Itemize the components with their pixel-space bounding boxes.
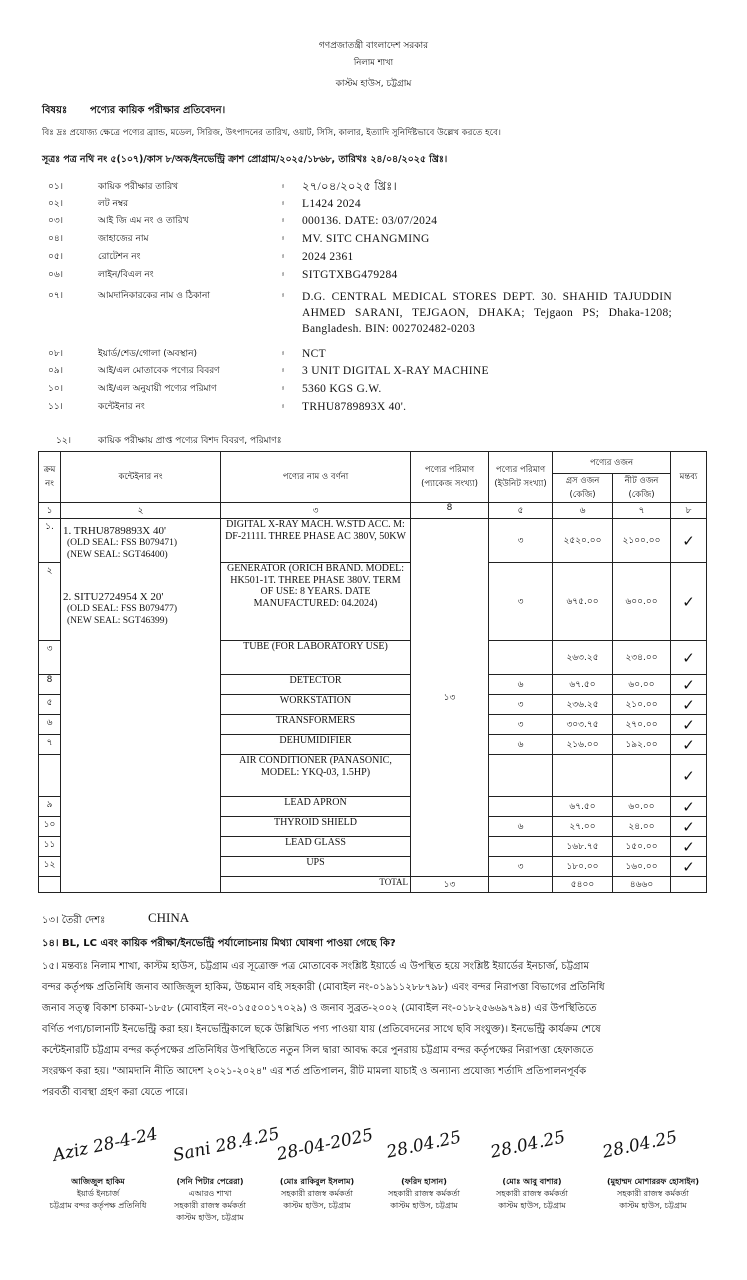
field-colon: ፡ (282, 384, 285, 394)
total-remark-empty (671, 877, 707, 893)
handwritten-signature: 28-04-2025 (274, 1125, 376, 1165)
column-number-row (39, 503, 707, 519)
signatory (158, 1176, 262, 1224)
signatory-name: (মোঃ রাকিবুল ইসলাম) (279, 1177, 355, 1186)
column-number: ৩ (221, 503, 411, 519)
field-value: SITGTXBG479284 (302, 269, 398, 281)
signatory-office2: কাস্টম হাউস, চট্টগ্রাম (176, 1213, 244, 1222)
row-description: UPS (221, 857, 411, 877)
th-unit-qty: পণ্যের পরিমাণ (ইউনিট সংখ্যা) (489, 452, 553, 503)
subject-label: বিষয়ঃ (42, 105, 68, 116)
field-colon: ፡ (282, 199, 285, 209)
remarks-paragraph (42, 956, 710, 1103)
signatory-office: কাস্টম হাউস, চট্টগ্রাম (390, 1201, 458, 1210)
th-weight: পণ্যের ওজন (553, 452, 671, 474)
field-colon: ፡ (282, 291, 285, 301)
row-unit: ৩ (489, 519, 553, 563)
table-row (39, 519, 707, 563)
instruction-note: বিঃ দ্রঃ প্রযোজ্য ক্ষেত্রে পণ্যের ব্র্যান্ড, মডেল, সিরিজ, উৎপাদনের তারিখ, ওয়াট, সিসি, কালার, ইত্যাদি সুনির্দিষ্টভাবে উল্লেখ করতে হবে। (42, 128, 501, 138)
origin-label: ১৩। তৈরী দেশঃ (42, 915, 106, 926)
field-value: D.G. CENTRAL MEDICAL STORES DEPT. 30. SHAHID TAJUDDIN AHMED SARANI, TEJGAON, DHAKA; Tejgaon PS; Dhaka-1208; Bangladesh. BIN: 002702482-0203 (302, 291, 672, 335)
field-label: আই জি এম নং ও তারিখ (98, 216, 189, 226)
row-serial: ৩ (39, 641, 61, 675)
row-net-weight: ২৭০.০০ (613, 715, 671, 735)
row-gross-weight: ২৩৬.২৫ (553, 695, 613, 715)
row-unit: ৩ (489, 715, 553, 735)
signatory-name: (ফরিদ হাসান) (401, 1177, 447, 1186)
row-net-weight: ২৩৪.০০ (613, 641, 671, 675)
th-remark: মন্তব্য (671, 452, 707, 503)
container-line: (NEW SEAL: SGT46400) (67, 550, 168, 560)
remarks-line: পরবর্তী ব্যবস্থা গ্রহণ করা যেতে পারে। (42, 1087, 188, 1098)
row-serial: ২ (39, 563, 61, 641)
row-net-weight: ৬০.০০ (613, 675, 671, 695)
total-unit-empty (489, 877, 553, 893)
field-value: 2024 2361 (302, 251, 354, 263)
row-serial (39, 755, 61, 797)
remarks-line: বন্দর কর্তৃপক্ষ প্রতিনিধি জনাব আজিজুল হাকিম, উচ্চমান বহি সহকারী (মোবাইল নং-০১৯১১২৮৮৭৯৮) এবং বন্দর নিরাপত্তা বিভাগের প্রতিনিধি (42, 982, 605, 993)
handwritten-signature: Sani 28.4.25 (171, 1123, 282, 1167)
row-check-mark: ✓ (671, 797, 707, 817)
field-colon: ፡ (282, 182, 285, 192)
field-value: L1424 2024 (302, 198, 361, 210)
row-net-weight: ২১০০.০০ (613, 519, 671, 563)
total-label: TOTAL (221, 877, 411, 893)
field-number: ০৩। (48, 216, 63, 226)
total-gross: ৫৪০০ (553, 877, 613, 893)
th-container: কন্টেইনার নং (61, 452, 221, 503)
field-label: লাইন/বিএল নং (98, 270, 154, 280)
column-number: 8 (411, 503, 489, 519)
row-description: WORKSTATION (221, 695, 411, 715)
signatory-name: (মুহাম্মদ মোশাররফ হোসাইন) (606, 1177, 699, 1186)
field-label: আমদানিকারকের নাম ও ঠিকানা (98, 291, 210, 301)
field-value: 000136. DATE: 03/07/2024 (302, 215, 438, 227)
row-check-mark: ✓ (671, 715, 707, 735)
row-unit (489, 837, 553, 857)
field-value: 3 UNIT DIGITAL X-RAY MACHINE (302, 365, 489, 377)
row-gross-weight: ৩০৩.৭৫ (553, 715, 613, 735)
remarks-line: বর্ণিত পণ্য/চালানটি ইনভেন্ট্রি করা হয়। ইনভেন্ট্রিকালে ছকে উল্লিখিত পণ্য পাওয়া যায় (প্রতিবেদনের সাথে ছবি সংযুক্ত)। ইনভেন্ট্রি কার্যক্রম শেষে (42, 1024, 601, 1035)
handwritten-signature: 28.04.25 (600, 1127, 679, 1163)
signatory-title: সহকারী রাজস্ব কর্মকর্তা (496, 1189, 568, 1198)
row-description: DIGITAL X-RAY MACH. W.STD ACC. M: DF-2111I. THREE PHASE AC 380V, 50KW (221, 519, 411, 563)
signatory-title: এআরও শাখা (188, 1189, 232, 1198)
row-unit: ৬ (489, 735, 553, 755)
field-value: 5360 KGS G.W. (302, 383, 382, 395)
th-package-qty: পণ্যের পরিমাণ (প্যাকেজ সংখ্যা) (411, 452, 489, 503)
field-label: জাহাজের নাম (98, 234, 149, 244)
row-check-mark: ✓ (671, 755, 707, 797)
row-serial: ৯ (39, 797, 61, 817)
field-label: আই/এল মোতাবেক পণ্যের বিবরণ (98, 366, 220, 376)
origin-value: CHINA (148, 910, 190, 925)
row-gross-weight: ১৮০.০০ (553, 857, 613, 877)
goods-table (38, 451, 707, 893)
field-colon: ፡ (282, 216, 285, 226)
column-number: ৭ (613, 503, 671, 519)
remarks-line: সংরক্ষণ করা হয়। "আমদানি নীতি আদেশ ২০২১-২০২৪" এর শর্ত প্রতিপালন, রীট মামলা যাচাই ও অন্যান্য প্রযোজ্য শর্তাদি প্রতিপালনপূর্বক (42, 1066, 587, 1077)
package-cell (411, 519, 489, 877)
row-check-mark: ✓ (671, 641, 707, 675)
field-value: TRHU8789893X 40'. (302, 401, 407, 413)
row-check-mark: ✓ (671, 837, 707, 857)
signatory-name: আজিজুল হাকিম (71, 1177, 125, 1186)
row-description: TRANSFORMERS (221, 715, 411, 735)
header-office: কাস্টম হাউস, চট্টগ্রাম (335, 79, 412, 89)
column-number: ৫ (489, 503, 553, 519)
row-serial: 8 (39, 675, 61, 695)
row-gross-weight: ১৬৮.৭৫ (553, 837, 613, 857)
field-label: কন্টেইনার নং (98, 402, 145, 412)
field-colon: ፡ (282, 234, 285, 244)
row-net-weight: ১৯২.০০ (613, 735, 671, 755)
row-serial: ১. (39, 519, 61, 563)
field-number: ০১। (48, 182, 63, 192)
total-empty (39, 877, 61, 893)
field-label: লট নম্বর (98, 199, 129, 209)
field-label: ইয়ার্ড/শেড/গোলা (অবস্থান) (98, 349, 197, 359)
signatory (38, 1176, 158, 1212)
row-serial: ৬ (39, 715, 61, 735)
row-net-weight: ১৬০.০০ (613, 857, 671, 877)
field-number: ০৬। (48, 270, 63, 280)
th-gross: গ্রস ওজন (কেজি) (553, 474, 613, 503)
signatory-title: ইয়ার্ড ইনচার্জ (76, 1189, 120, 1198)
row-check-mark: ✓ (671, 817, 707, 837)
th-serial: ক্রম নং (39, 452, 61, 503)
reference-line: সূত্রঃ পত্র নথি নং ৫(১০৭)/কাস ৮/অক/ইনভেন্ট্রি ক্রাশ প্রোগ্রাম/২০২৫/১৮৬৮, তারিখঃ ২৪/০৪/২০২৫ খ্রিঃ। (42, 154, 448, 165)
column-number: ১ (39, 503, 61, 519)
field-number: ০৫। (48, 252, 63, 262)
row-gross-weight: ৬৭.৫০ (553, 675, 613, 695)
row-description: LEAD APRON (221, 797, 411, 817)
row-net-weight (613, 755, 671, 797)
handwritten-signature: Aziz 28-4-24 (51, 1124, 160, 1166)
container-line: 1. TRHU8789893X 40' (63, 525, 166, 537)
signatory-title: সহকারী রাজস্ব কর্মকর্তা (281, 1189, 353, 1198)
container-line: (OLD SEAL: FSS B079477) (67, 604, 178, 614)
remarks-line: ১৫। মন্তব্যঃ নিলাম শাখা, কাস্টম হাউস, চট্টগ্রাম এর সূত্রোক্ত পত্র মোতাবেক সংশ্লিষ্ট ইয়ার্ডে এ উপস্থিত হয়ে সংশ্লিষ্ট ইয়ার্ডের ইনচার্জ, চট্টগ্রাম (42, 961, 590, 972)
row-check-mark: ✓ (671, 695, 707, 715)
row-serial: ১০ (39, 817, 61, 837)
container-cell (61, 519, 221, 893)
signatory-title: সহকারী রাজস্ব কর্মকর্তা (388, 1189, 460, 1198)
row-net-weight: ২৪.০০ (613, 817, 671, 837)
container-entry (63, 591, 218, 627)
package-count: ১৩ (443, 693, 456, 703)
field-number: ০৭। (48, 291, 63, 301)
row-net-weight: ৬০০.০০ (613, 563, 671, 641)
item14-question: ১৪। BL, LC এবং কায়িক পরীক্ষা/ইনভেন্ট্রি পর্যালোচনায় মিথ্যা ঘোষণা পাওয়া গেছে কি? (42, 938, 396, 949)
row-gross-weight (553, 755, 613, 797)
handwritten-signature: 28.04.25 (488, 1127, 567, 1163)
field-colon: ፡ (282, 402, 285, 412)
total-package: ১৩ (411, 877, 489, 893)
row-unit: ৬ (489, 817, 553, 837)
row-description: DETECTOR (221, 675, 411, 695)
signatory-name: (সনি পিটার পেরেরা) (176, 1177, 244, 1186)
subject-text: পণ্যের কায়িক পরীক্ষার প্রতিবেদন। (90, 105, 226, 116)
field-number: ১০। (48, 384, 63, 394)
row-description: AIR CONDITIONER (PANASONIC, MODEL: YKQ-03, 1.5HP) (221, 755, 411, 797)
column-number: ৮ (671, 503, 707, 519)
field-number: ০৮। (48, 349, 63, 359)
total-net: ৪৬৬০ (613, 877, 671, 893)
row-check-mark: ✓ (671, 675, 707, 695)
field-colon: ፡ (282, 366, 285, 376)
row-description: THYROID SHIELD (221, 817, 411, 837)
row-net-weight: ২১০.০০ (613, 695, 671, 715)
signatory-title: সহকারী রাজস্ব কর্মকর্তা (617, 1189, 689, 1198)
container-line: 2. SITU2724954 X 20' (63, 591, 164, 603)
row-unit: ৩ (489, 695, 553, 715)
row-unit (489, 797, 553, 817)
field-number: ০৪। (48, 234, 63, 244)
field-number: ১১। (48, 402, 63, 412)
signatory-office: কাস্টম হাউস, চট্টগ্রাম (619, 1201, 687, 1210)
row-description: GENERATOR (ORICH BRAND. MODEL: HK501-1T. THREE PHASE 380V. TERM OF USE: 8 YEARS. DATE MANUFACTURED: 04.2024) (221, 563, 411, 641)
row-check-mark: ✓ (671, 519, 707, 563)
row-gross-weight: ৬৭.৫০ (553, 797, 613, 817)
row-unit: ৬ (489, 675, 553, 695)
row-description: DEHUMIDIFIER (221, 735, 411, 755)
column-number: ৬ (553, 503, 613, 519)
row-check-mark: ✓ (671, 563, 707, 641)
field-number: ০৯। (48, 366, 63, 376)
signatory-office: কাস্টম হাউস, চট্টগ্রাম (498, 1201, 566, 1210)
field-colon: ፡ (282, 349, 285, 359)
row-net-weight: ৬০.০০ (613, 797, 671, 817)
header-govt: গণপ্রজাতন্ত্রী বাংলাদেশ সরকার (318, 41, 429, 51)
row-serial: ৫ (39, 695, 61, 715)
row-description: TUBE (FOR LABORATORY USE) (221, 641, 411, 675)
item12-label: কায়িক পরীক্ষায় প্রাপ্ত পণ্যের বিশদ বিবরণ, পরিমাণঃ (98, 436, 282, 446)
field-label: রোটেশন নং (98, 252, 141, 262)
row-net-weight: ১৫০.০০ (613, 837, 671, 857)
row-serial: ১২ (39, 857, 61, 877)
field-label: আই/এল অনুযায়ী পণ্যের পরিমাণ (98, 384, 217, 394)
signatory (476, 1176, 588, 1212)
signatory-office: চট্টগ্রাম বন্দর কর্তৃপক্ষ প্রতিনিধি (49, 1201, 147, 1210)
field-colon: ፡ (282, 270, 285, 280)
row-check-mark: ✓ (671, 857, 707, 877)
remarks-line: জনাব সত্ত্ব বিকাশ চাকমা-১৮৫৮ (মোবাইল নং-০১৫৫০০১৭০২৯) ও জনাব সুব্রত-২০০২ (মোবাইল নং-০১৮২৫৬৬৯৭৯৪) এর উপস্থিতিতে (42, 1003, 597, 1014)
field-label: কায়িক পরীক্ষার তারিখ (98, 182, 179, 192)
container-line: (OLD SEAL: FSS B079471) (67, 538, 178, 548)
field-value: ২৭/০৪/২০২৫ খ্রিঃ। (302, 181, 398, 193)
handwritten-signature: 28.04.25 (384, 1127, 463, 1163)
field-number: ০২। (48, 199, 63, 209)
row-gross-weight: ৬৭৫.০০ (553, 563, 613, 641)
th-net: নীট ওজন (কেজি) (613, 474, 671, 503)
signatory-name: (মোঃ আবু বাশার) (502, 1177, 562, 1186)
row-unit: ৩ (489, 563, 553, 641)
row-serial: ৭ (39, 735, 61, 755)
row-serial: ১১ (39, 837, 61, 857)
column-number: ২ (61, 503, 221, 519)
row-description: LEAD GLASS (221, 837, 411, 857)
row-gross-weight: ২১৬.০০ (553, 735, 613, 755)
item12-no: ১২। (56, 436, 71, 446)
header-section: নিলাম শাখা (353, 58, 394, 68)
row-gross-weight: ২৫২০.০০ (553, 519, 613, 563)
signatory-office: কাস্টম হাউস, চট্টগ্রাম (283, 1201, 351, 1210)
field-value: NCT (302, 348, 326, 360)
row-gross-weight: ২৬৩.২৫ (553, 641, 613, 675)
row-check-mark: ✓ (671, 735, 707, 755)
row-unit: ৩ (489, 857, 553, 877)
field-colon: ፡ (282, 252, 285, 262)
container-line: (NEW SEAL: SGT46399) (67, 616, 168, 626)
signatory-office: সহকারী রাজস্ব কর্মকর্তা (174, 1201, 246, 1210)
row-gross-weight: ২৭.০০ (553, 817, 613, 837)
container-entry (63, 525, 218, 561)
remarks-line: কন্টেইনারটি চট্টগ্রাম বন্দর কর্তৃপক্ষের প্রতিনিধির উপস্থিতিতে নতুন সিল দ্বারা আবদ্ধ করে পুনরায় চট্টগ্রাম বন্দর কর্তৃপক্ষের নিরাপত্তা হেফাজতে (42, 1045, 594, 1056)
row-unit (489, 641, 553, 675)
signatory (372, 1176, 476, 1212)
field-value: MV. SITC CHANGMING (302, 233, 430, 245)
th-description: পণ্যের নাম ও বর্ণনা (221, 452, 411, 503)
row-unit (489, 755, 553, 797)
signatory (262, 1176, 372, 1212)
signatory (588, 1176, 718, 1212)
